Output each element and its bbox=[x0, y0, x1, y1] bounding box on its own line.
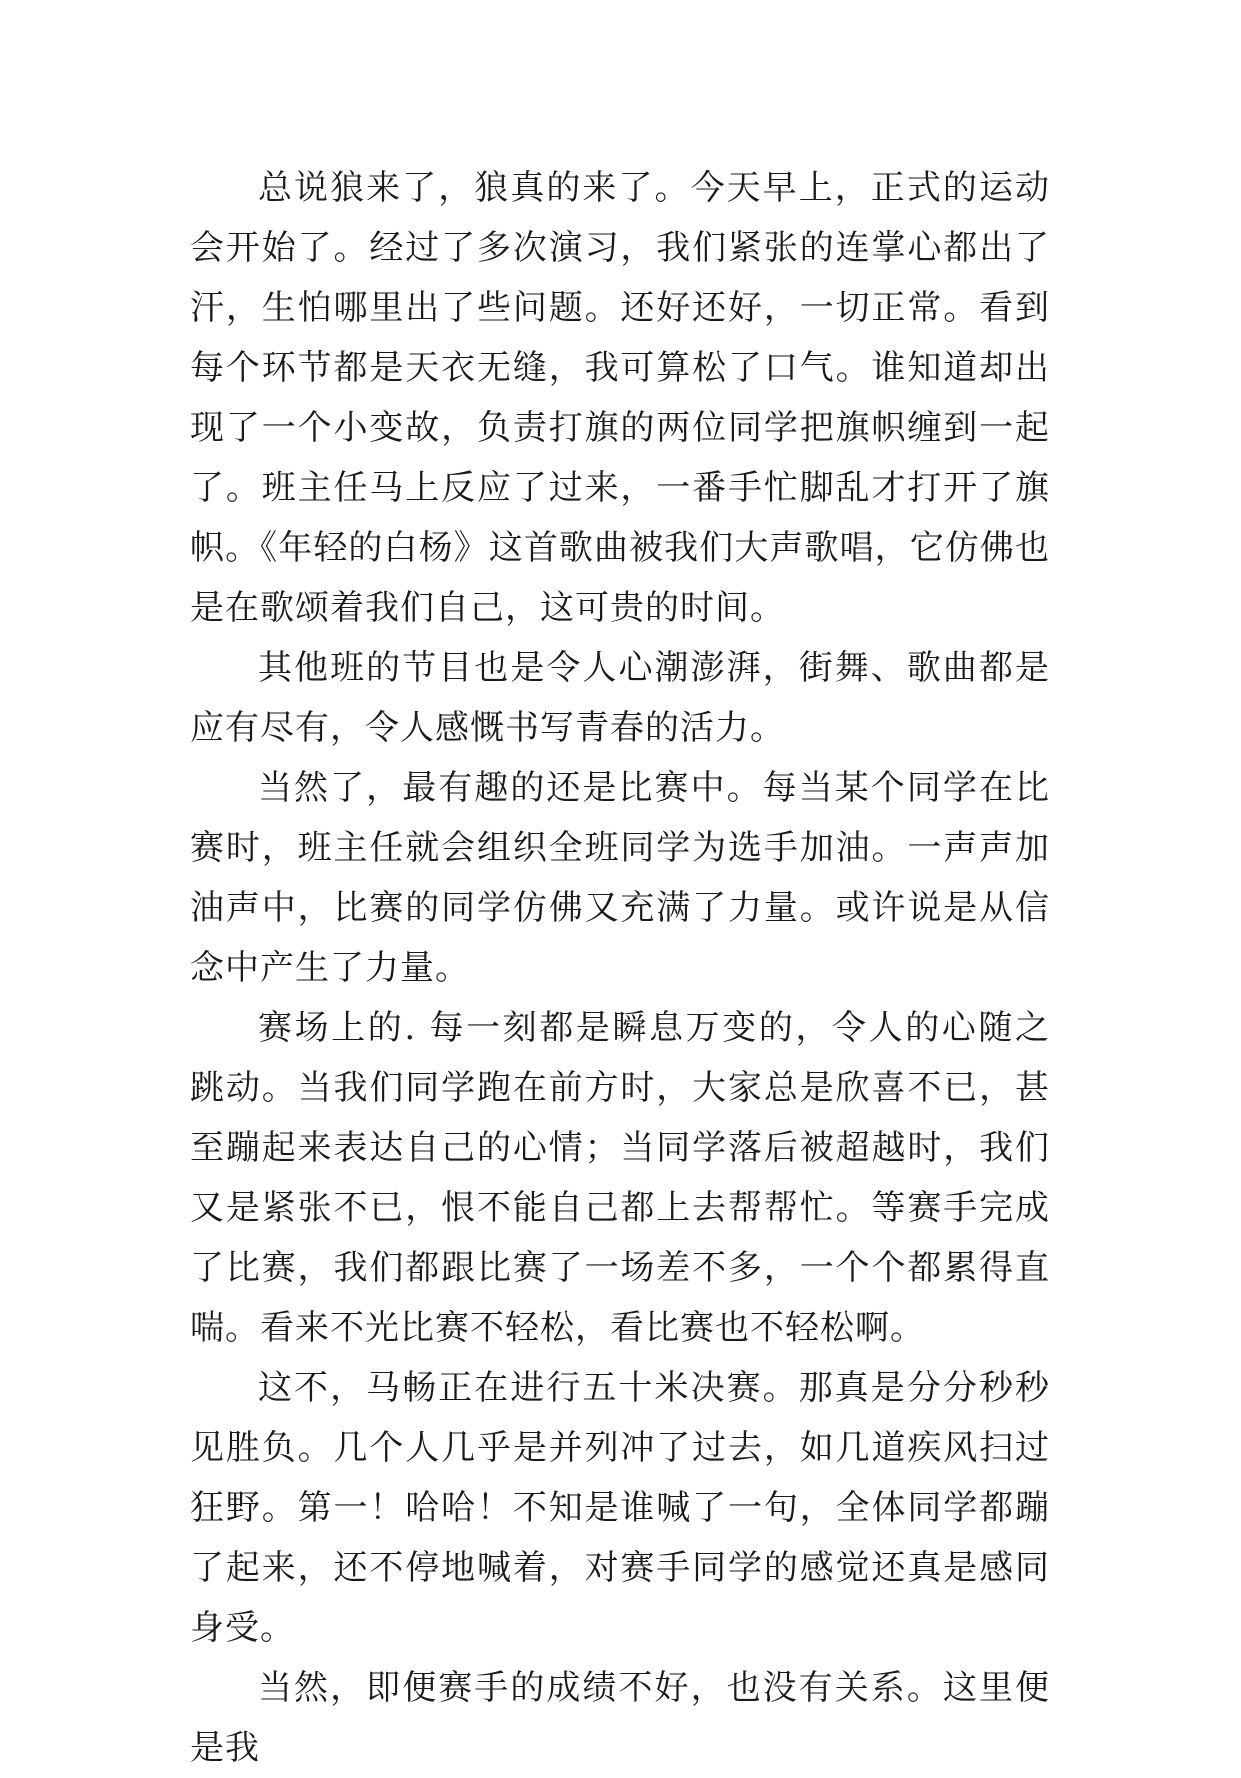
paragraph: 总说狼来了，狼真的来了。今天早上，正式的运动会开始了。经过了多次演习，我们紧张的连掌心都出了汗，生怕哪里出了些问题。还好还好，一切正常。看到每个环节都是天衣无缝，我可算松了口气。谁知道却出现了一个小变故，负责打旗的两位同学把旗帜缠到一起了。班主任马上反应了过来，一番手忙脚乱才打开了旗帜。《年轻的白杨》这首歌曲被我们大声歌唱，它仿佛也是在歌颂着我们自己，这可贵的时间。 bbox=[190, 168, 1050, 628]
paragraph: 这不，马畅正在进行五十米决赛。那真是分分秒秒见胜负。几个人几乎是并列冲了过去，如几道疾风扫过狂野。第一！哈哈！不知是谁喊了一句，全体同学都蹦了起来，还不停地喊着，对赛手同学的感觉还真是感同身受。 bbox=[190, 1368, 1050, 1648]
document-body bbox=[190, 158, 1050, 1778]
paragraph: 其他班的节目也是令人心潮澎湃，街舞、歌曲都是应有尽有，令人感慨书写青春的活力。 bbox=[190, 648, 1050, 748]
paragraph: 当然，即便赛手的成绩不好，也没有关系。这里便是我 bbox=[190, 1668, 1050, 1768]
paragraph: 赛场上的. 每一刻都是瞬息万变的，令人的心随之跳动。当我们同学跑在前方时，大家总是欣喜不已，甚至蹦起来表达自己的心情；当同学落后被超越时，我们又是紧张不已，恨不能自己都上去帮帮忙。等赛手完成了比赛，我们都跟比赛了一场差不多，一个个都累得直喘。看来不光比赛不轻松，看比赛也不轻松啊。 bbox=[190, 1008, 1050, 1348]
paragraph: 当然了，最有趣的还是比赛中。每当某个同学在比赛时，班主任就会组织全班同学为选手加油。一声声加油声中，比赛的同学仿佛又充满了力量。或许说是从信念中产生了力量。 bbox=[190, 768, 1050, 988]
